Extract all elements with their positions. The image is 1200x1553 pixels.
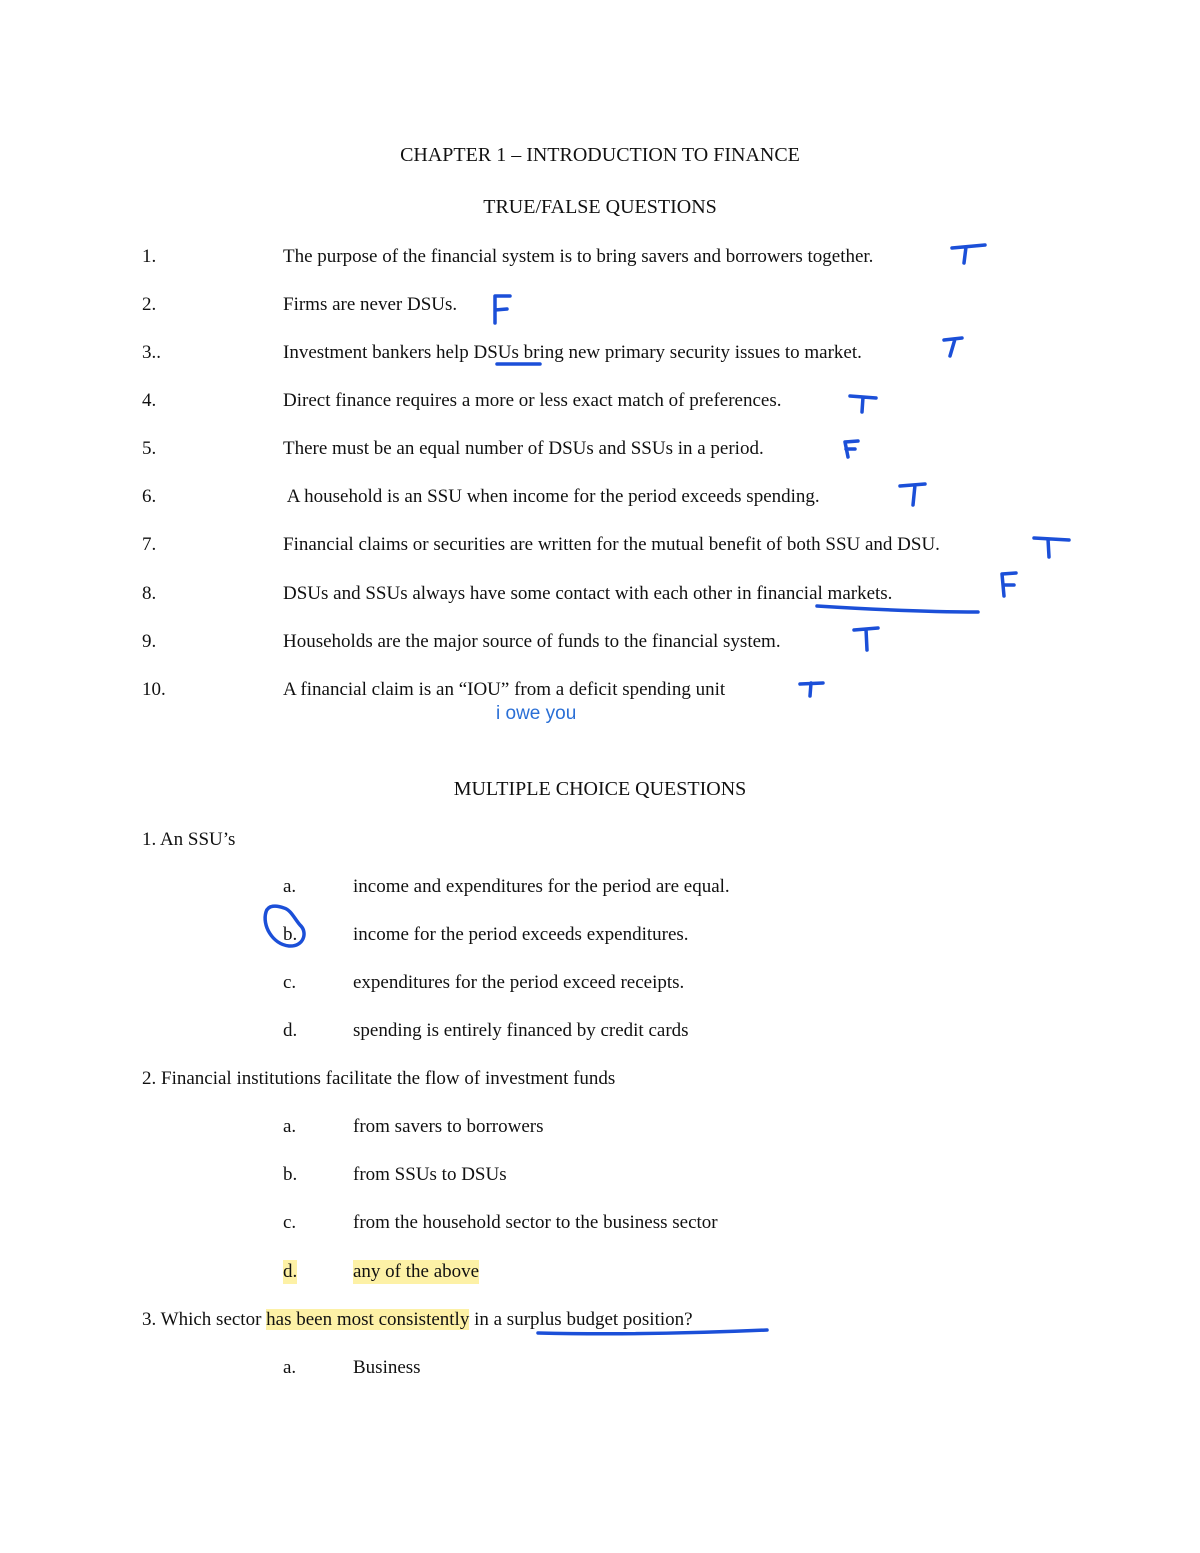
answer-mark-t-7	[1034, 538, 1069, 557]
underlined-phrase: a surplus budget position?	[493, 1309, 693, 1330]
option-text: from SSUs to DSUs	[353, 1164, 507, 1185]
option-letter: a.	[283, 1116, 297, 1137]
option-text: income for the period exceeds expenditures.	[353, 924, 689, 945]
question-number: 4.	[142, 390, 157, 411]
question-text: There must be an equal number of DSUs and SSUs in a period.	[283, 438, 764, 459]
text-segment: 3. Which sector	[142, 1309, 267, 1330]
option-letter: b.	[283, 924, 298, 945]
option-letter: c.	[283, 1212, 297, 1233]
option-text-highlighted: any of the above	[353, 1261, 480, 1282]
question-number: 2.	[142, 294, 157, 315]
mc-heading: MULTIPLE CHOICE QUESTIONS	[453, 778, 747, 800]
answer-mark-f-2	[495, 296, 510, 323]
question-number: 3..	[142, 342, 161, 363]
question-stem	[142, 1308, 693, 1332]
option-text: Business	[353, 1357, 421, 1378]
chapter-title: CHAPTER 1 – INTRODUCTION TO FINANCE	[400, 144, 800, 166]
highlighted-phrase: has been most consistently	[266, 1309, 470, 1330]
question-number: 1.	[142, 246, 157, 267]
option-text: income and expenditures for the period are equal.	[353, 876, 730, 897]
question-number: 6.	[142, 486, 157, 507]
option-text: expenditures for the period exceed receipts.	[353, 972, 685, 993]
answer-mark-t-1	[952, 245, 985, 263]
question-number: 10.	[142, 679, 166, 700]
option-letter: a.	[283, 876, 297, 897]
question-stem: 2. Financial institutions facilitate the flow of investment funds	[142, 1068, 616, 1089]
text-segment: in	[469, 1309, 494, 1330]
question-number: 5.	[142, 438, 157, 459]
tf-heading: TRUE/FALSE QUESTIONS	[483, 196, 717, 218]
question-text: The purpose of the financial system is to bring savers and borrowers together.	[283, 246, 874, 267]
question-text: Direct finance requires a more or less exact match of preferences.	[283, 390, 782, 411]
text-segment: Investment bankers help	[283, 342, 474, 363]
question-text: Households are the major source of funds to the financial system.	[283, 631, 781, 652]
question-text: A household is an SSU when income for the period exceeds spending.	[283, 486, 820, 507]
option-text: spending is entirely financed by credit cards	[353, 1020, 689, 1041]
option-text: from the household sector to the business sector	[353, 1212, 718, 1233]
handwritten-note: i owe you	[496, 703, 577, 724]
question-number: 9.	[142, 631, 157, 652]
answer-mark-f-8	[1002, 573, 1016, 596]
question-text: Financial claims or securities are written for the mutual benefit of both SSU and DSU.	[283, 534, 940, 555]
question-number: 8.	[142, 583, 157, 604]
answer-mark-t-6	[900, 484, 925, 505]
option-letter: c.	[283, 972, 297, 993]
question-text	[283, 341, 862, 365]
question-text: A financial claim is an “IOU” from a deficit spending unit	[283, 679, 726, 700]
text-segment: s bring new primary security issues to market.	[511, 342, 862, 363]
answer-mark-f-5	[845, 441, 858, 457]
option-letter-highlighted: d.	[283, 1261, 298, 1282]
answer-mark-t-4	[850, 396, 876, 412]
question-text: Firms are never DSUs.	[283, 294, 458, 315]
option-letter: d.	[283, 1020, 298, 1041]
underline-financial-markets	[817, 606, 978, 612]
question-text: DSUs and SSUs always have some contact with each other in financial markets.	[283, 583, 893, 604]
answer-mark-t-10	[800, 683, 823, 696]
question-number: 7.	[142, 534, 157, 555]
answer-mark-t-9	[854, 628, 878, 650]
answer-mark-t-3	[944, 338, 962, 356]
question-stem: 1. An SSU’s	[142, 829, 236, 850]
option-letter: b.	[283, 1164, 298, 1185]
option-letter: a.	[283, 1357, 297, 1378]
option-text: from savers to borrowers	[353, 1116, 544, 1137]
underlined-term: DSU	[473, 342, 512, 363]
